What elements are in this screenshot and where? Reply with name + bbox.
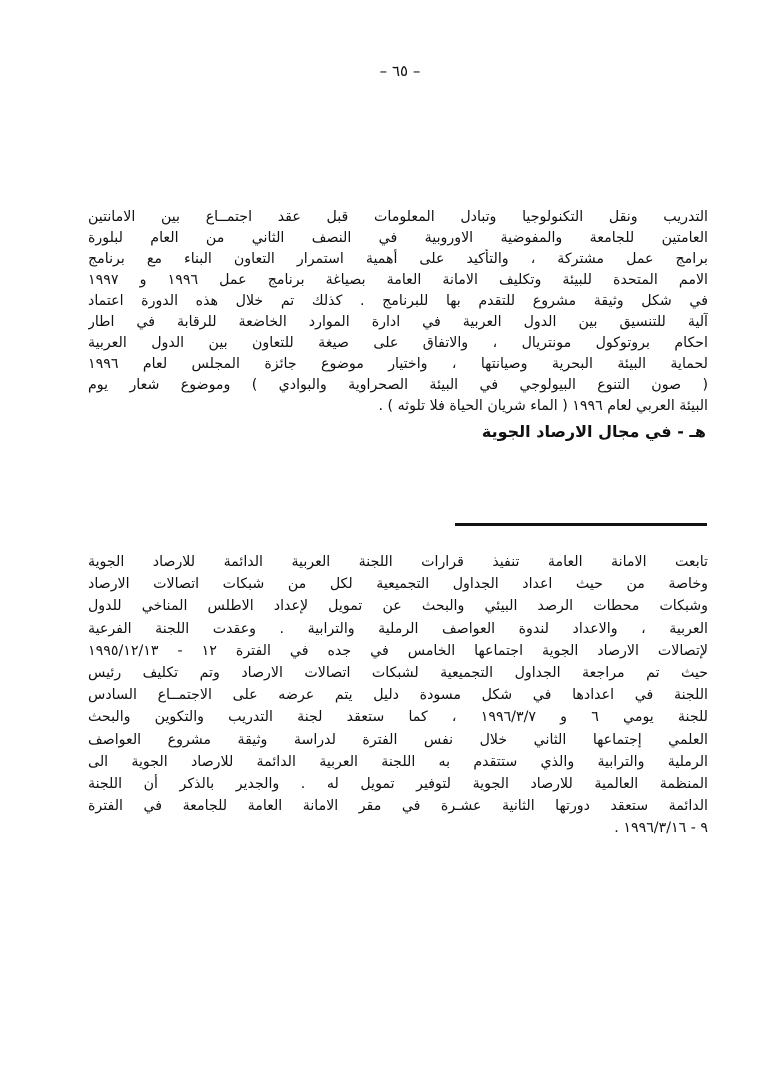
text-line: الرملية والترابية والذي ستتقدم به اللجنة العربية الدائمة للارصاد الجوية الى	[88, 753, 708, 770]
paragraph-environment	[88, 207, 708, 417]
section-divider	[455, 523, 707, 526]
text-line: وخاصة من حيث اعداد الجداول التجميعية لكل من شبكات اتصالات الارصاد	[88, 576, 708, 593]
text-line: العامتين للجامعة والمفوضية الاوروبية في النصف الثاني من العام لبلورة	[88, 230, 708, 246]
text-line: برامج عمل مشتركة ، والتأكيد على أهمية استمرار التعاون البناء مع برنامج	[88, 251, 708, 267]
text-line: ٩ - ١٩٩٦/٣/١٦ .	[614, 820, 708, 837]
text-line: الامم المتحدة للبيئة وتكليف الامانة العامة بصياغة برنامج عمل ١٩٩٦ و ١٩٩٧	[88, 272, 708, 288]
text-line: البيئة العربي لعام ١٩٩٦ ( الماء شريان الحياة فلا تلوثه ) .	[378, 398, 708, 414]
page-number: – ٦٥ –	[379, 62, 421, 80]
text-line: للجنة يومي ٦ و ١٩٩٦/٣/٧ ، كما ستعقد لجنة التدريب والتكوين والبحث	[88, 709, 708, 726]
text-line: احكام بروتوكول مونتريال ، والاتفاق على صيغة للتعاون بين الدول العربية	[88, 335, 708, 351]
text-line: العربية ، والاعداد لندوة العواصف الرملية والترابية . وعقدت اللجنة الفرعية	[88, 620, 708, 637]
text-line: لحماية البيئة البحرية وصيانتها ، واختيار موضوع جائزة المجلس لعام ١٩٩٦	[88, 356, 708, 372]
text-line: المنظمة العالمية للارصاد الجوية لتوفير تمويل له . والجدير بالذكر أن اللجنة	[88, 775, 708, 792]
text-line: الدائمة ستعقد دورتها الثانية عشـرة في مقر الامانة العامة للجامعة في الفترة	[88, 798, 708, 815]
text-line: ( صون التنوع البيولوجي في البيئة الصحراوية والبوادي ) وموضوع شعار يوم	[88, 377, 708, 393]
text-line: العلمي إجتماعها الثاني خلال نفس الفترة لدراسة وثيقة مشروع العواصف	[88, 731, 708, 748]
text-line: في شكل وثيقة مشروع للتقدم بها للبرنامج . كذلك تم خلال هذه الدورة اعتماد	[88, 293, 708, 309]
text-line: آلية للتنسيق بين الدول العربية في ادارة الموارد الخاضعة للرقابة في اطار	[88, 314, 708, 330]
text-line: وشبكات محطات الرصد البيئي والبحث عن تمويل لإعداد الاطلس المناخي للدول	[88, 598, 708, 615]
paragraph-meteorology	[88, 551, 708, 839]
text-line: لإتصالات الارصاد الجوية اجتماعها الخامس في جده في الفترة ١٢ - ١٩٩٥/١٢/١٣	[88, 642, 708, 659]
text-line: اللجنة في اعدادها في شكل مسودة دليل يتم عرضه على الاجتمــاع السادس	[88, 687, 708, 704]
section-heading: هـ - في مجال الارصاد الجوية	[481, 422, 706, 441]
text-line: التدريب ونقل التكنولوجيا وتبادل المعلومات قبل عقد اجتمــاع بين الامانتين	[88, 209, 708, 225]
text-line: تابعت الامانة العامة تنفيذ قرارات اللجنة العربية الدائمة للارصاد الجوية	[88, 554, 708, 570]
text-line: حيث تم مراجعة الجداول التجميعية لشبكات اتصالات الارصاد وتم تكليف رئيس	[88, 664, 708, 681]
